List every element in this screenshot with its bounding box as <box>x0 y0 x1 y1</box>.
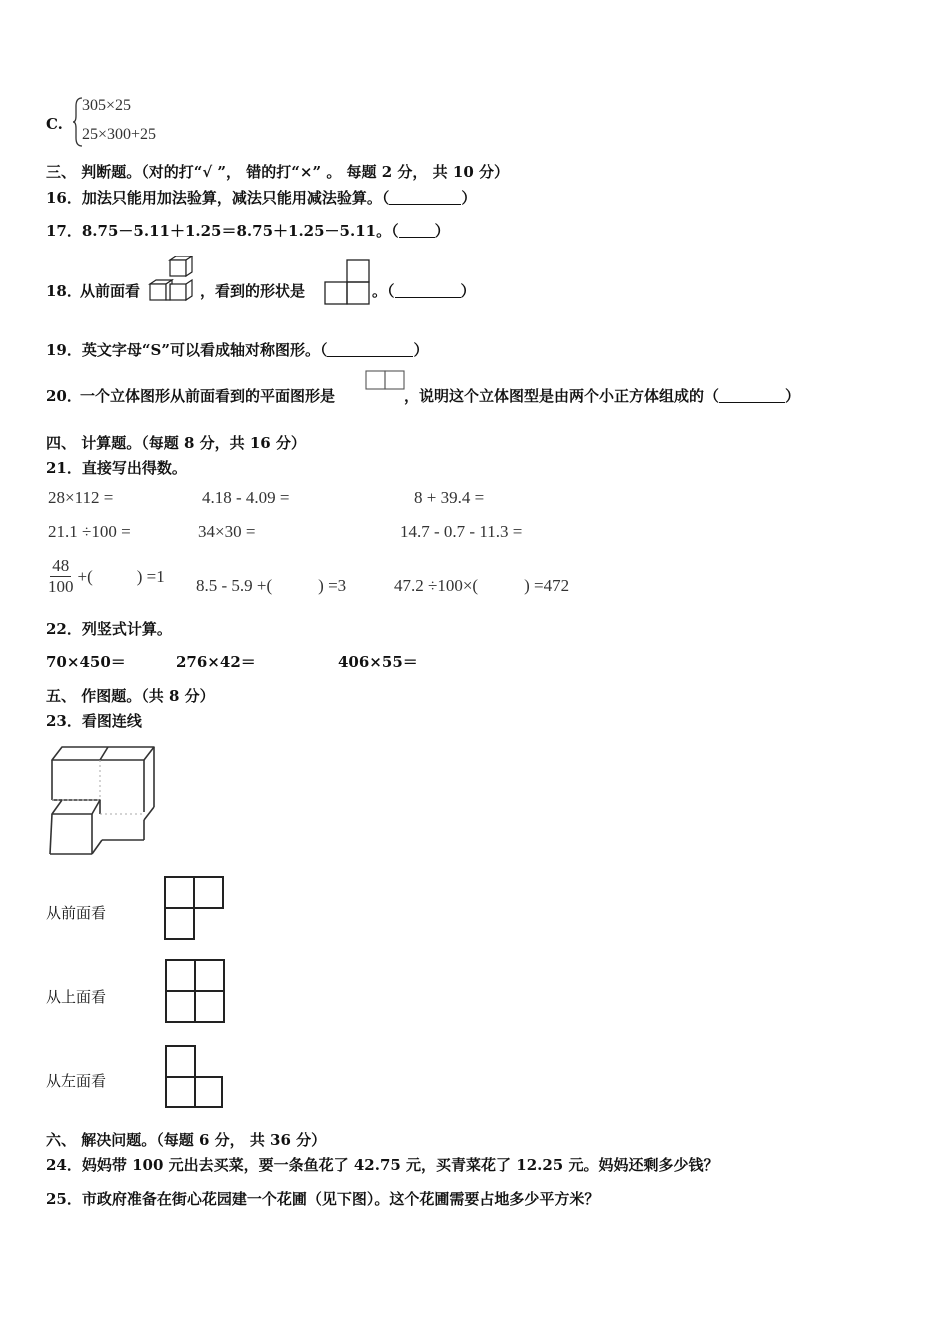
question-number: 22． <box>46 620 82 638</box>
question-25 <box>46 1188 599 1209</box>
question-text: 妈妈带 100 元出去买菜，要一条鱼花了 42.75 元，买青菜花了 12.25 元。妈妈还剩多少钱？ <box>81 1156 719 1174</box>
option-c-line1: 305×25 <box>82 97 132 114</box>
question-number: 21． <box>46 459 82 477</box>
view-shape-front[interactable] <box>162 874 226 944</box>
calc-3-1 <box>46 556 165 597</box>
calc-2-3: 14.7 - 0.7 - 11.3 = <box>400 522 523 541</box>
calc-1-2: 4.18 - 4.09 = <box>202 488 290 507</box>
section-5-title: 五、 作图题。（共 8 分） <box>46 687 215 705</box>
question-24 <box>46 1154 718 1175</box>
calc-1-3: 8 + 39.4 = <box>414 488 485 507</box>
question-text: 英文字母“S”可以看成轴对称图形。（ <box>81 341 328 359</box>
cube-stack-figure <box>148 256 196 304</box>
calc-3-2 <box>196 576 346 596</box>
view-label-front: 从前面看 <box>46 904 107 922</box>
view-label-left: 从左面看 <box>46 1072 107 1090</box>
question-text: 直接写出得数。 <box>81 459 187 477</box>
calc-3-3 <box>394 576 569 596</box>
solid-figure <box>44 742 159 860</box>
calc-1-1: 28×112 = <box>48 488 114 507</box>
calc-2-1: 21.1 ÷100 = <box>48 522 131 541</box>
question-text: 看图连线 <box>81 712 142 730</box>
question-text: 加法只能用加法验算，减法只能用减法验算。（ <box>81 189 390 207</box>
question-20-number: 20． <box>46 387 82 405</box>
view-shape-left[interactable] <box>163 1043 227 1111</box>
section-6-title: 六、 解决问题。（每题 6 分， 共 36 分） <box>46 1131 327 1149</box>
question-number: 19． <box>46 341 82 359</box>
question-number: 16． <box>46 189 82 207</box>
answer-blank[interactable] <box>395 282 461 298</box>
answer-blank[interactable] <box>399 222 435 238</box>
calc-3-3-end: ) =472 <box>524 576 570 595</box>
answer-blank[interactable] <box>719 387 785 403</box>
question-text: 市政府准备在街心花园建一个花圃（见下图）。这个花圃需要占地多少平方米？ <box>81 1190 600 1208</box>
front-view-shape <box>322 258 372 306</box>
view-shape-top[interactable] <box>163 957 229 1027</box>
fraction-denominator: 100 <box>48 577 74 596</box>
vertical-calc-2: 276×42＝ <box>176 653 256 671</box>
question-20-text-a: 一个立体图形从前面看到的平面图形是 <box>80 387 336 405</box>
calc-3-2-end: ) =3 <box>318 576 347 595</box>
close-paren: ） <box>461 189 477 207</box>
view-label-top: 从上面看 <box>46 988 107 1006</box>
close-paren: ） <box>785 387 801 405</box>
question-21 <box>46 457 187 478</box>
fraction-numerator: 48 <box>52 556 70 575</box>
section-4-title: 四、 计算题。（每题 8 分，共 16 分） <box>46 434 306 452</box>
question-23 <box>46 710 142 731</box>
close-paren: ） <box>413 341 429 359</box>
question-18-text-b: ，看到的形状是 <box>200 282 306 300</box>
vertical-calc-1: 70×450＝ <box>46 653 126 671</box>
calc-3-1-end: ) =1 <box>136 566 165 586</box>
option-c-line2: 25×300+25 <box>82 126 157 143</box>
question-18-number: 18． <box>46 282 82 300</box>
question-number: 24． <box>46 1156 82 1174</box>
question-text-c: 。（ <box>372 282 395 300</box>
fraction <box>46 556 76 597</box>
question-20-tail <box>404 385 800 406</box>
question-18-text-a: 从前面看 <box>80 282 141 300</box>
question-16 <box>46 187 476 208</box>
question-text-b: ，说明这个立体图型是由两个小正方体组成的（ <box>404 387 720 405</box>
question-text: 8.75－5.11＋1.25＝8.75＋1.25－5.11。（ <box>81 222 399 240</box>
question-number: 23． <box>46 712 82 730</box>
calc-3-3-start: 47.2 ÷100×( <box>394 576 479 595</box>
question-22 <box>46 618 172 639</box>
section-3-title: 三、 判断题。（对的打“√ ”， 错的打“×” 。 每题 2 分， 共 10 分） <box>46 163 509 181</box>
question-19 <box>46 339 428 360</box>
question-17 <box>46 220 450 241</box>
vertical-calc-3: 406×55＝ <box>338 653 418 671</box>
close-paren: ） <box>434 222 450 240</box>
option-c-label: C. <box>46 115 63 133</box>
close-paren: ） <box>460 282 476 300</box>
answer-blank[interactable] <box>389 189 461 205</box>
question-text: 列竖式计算。 <box>81 620 172 638</box>
question-number: 17． <box>46 222 82 240</box>
calc-2-2: 34×30 = <box>198 522 256 541</box>
two-squares-shape <box>364 369 408 391</box>
answer-blank[interactable] <box>327 341 413 357</box>
question-number: 25． <box>46 1190 82 1208</box>
calc-3-2-start: 8.5 - 5.9 +( <box>196 576 273 595</box>
question-18-tail <box>372 280 476 301</box>
calc-3-1-mid: +( <box>77 566 93 586</box>
